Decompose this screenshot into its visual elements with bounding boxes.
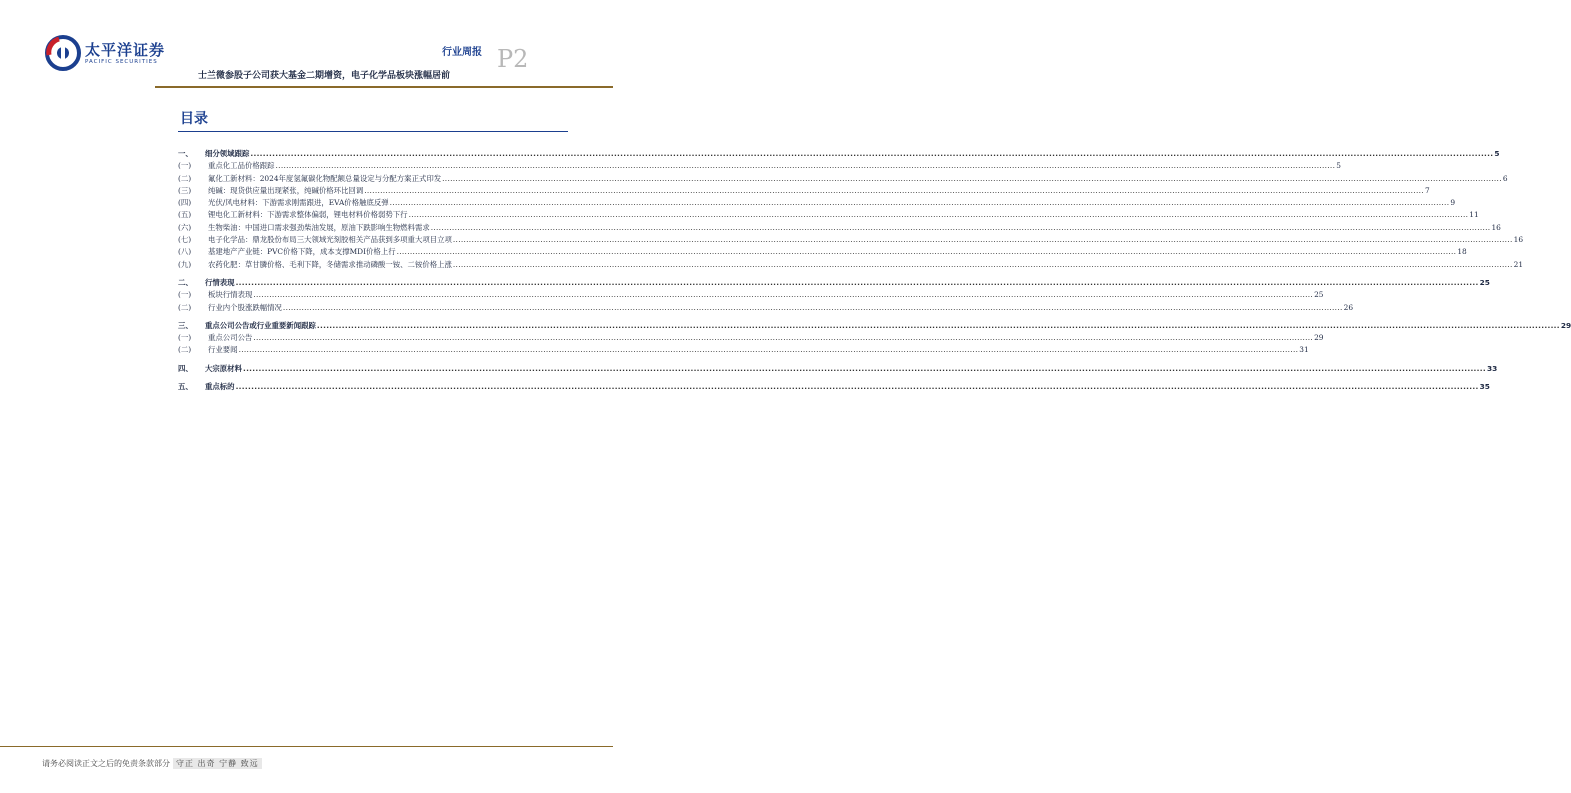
toc-entry-title: 重点化工品价格跟踪	[208, 161, 275, 171]
toc-subsection-entry[interactable]	[178, 209, 1479, 221]
toc-entry-title: 大宗原材料	[205, 363, 242, 373]
toc-entry-number: (一)	[178, 333, 192, 343]
toc-leader-dots: ................................................................................................................................................................................................................................................................................................................................................................................................................	[250, 149, 1494, 158]
toc-leader-dots: ................................................................................................................................................................................................................................................................................................................................................................................................................	[430, 222, 1491, 232]
toc-entry-number: (一)	[178, 161, 192, 171]
toc-entry-number: 一、	[178, 149, 193, 158]
toc-leader-dots: ................................................................................................................................................................................................................................................................................................................................................................................................................	[235, 277, 1479, 287]
toc-entry-number: (二)	[178, 302, 192, 312]
toc-entry-title: 重点标的	[205, 382, 235, 392]
disclaimer-text: 请务必阅读正文之后的免责条款部分	[42, 759, 170, 768]
toc-entry-title: 重点公司公告	[208, 333, 253, 343]
toc-entry-number: (六)	[178, 222, 192, 232]
toc-leader-dots: ................................................................................................................................................................................................................................................................................................................................................................................................................	[316, 320, 1560, 330]
toc-leader-dots: ................................................................................................................................................................................................................................................................................................................................................................................................................	[389, 198, 1450, 208]
toc-entry-page: 31	[1299, 345, 1309, 355]
toc-leader-dots: ................................................................................................................................................................................................................................................................................................................................................................................................................	[238, 345, 1299, 355]
toc-entry-number: (一)	[178, 290, 192, 300]
toc-entry-page: 11	[1469, 210, 1479, 220]
toc-subsection-entry[interactable]	[178, 173, 1508, 185]
toc-entry-page: 7	[1424, 185, 1430, 195]
toc-title: 目录	[180, 111, 208, 127]
page-number: P2	[497, 45, 529, 73]
toc-entry-page: 29	[1560, 320, 1571, 330]
toc-leader-dots: ................................................................................................................................................................................................................................................................................................................................................................................................................	[235, 382, 1479, 392]
header-divider	[155, 86, 613, 88]
toc-entry-title: 行情表现	[205, 277, 235, 287]
toc-subsection-entry[interactable]	[178, 234, 1524, 246]
toc-entry-title: 农药化肥：草甘膦价格、毛利下降，冬储需求推动磷酸一铵、二铵价格上涨	[208, 259, 452, 269]
toc-leader-dots: ................................................................................................................................................................................................................................................................................................................................................................................................................	[242, 363, 1486, 373]
toc-entry-number: (五)	[178, 210, 192, 220]
toc-entry-number: (八)	[178, 247, 192, 257]
toc-entry-number: 五、	[178, 382, 193, 392]
toc-entry-title: 电子化学品：鼎龙股份布局三大领域光刻胶相关产品获到多项重大项目立项	[208, 235, 452, 245]
toc-leader-dots: ................................................................................................................................................................................................................................................................................................................................................................................................................	[452, 259, 1513, 269]
toc-entry-number: (二)	[178, 345, 192, 355]
toc-subsection-entry[interactable]	[178, 197, 1456, 209]
toc-subsection-entry[interactable]	[178, 302, 1354, 314]
toc-section-entry[interactable]	[178, 320, 1571, 332]
toc-entry-page: 25	[1479, 277, 1490, 287]
toc-leader-dots: ................................................................................................................................................................................................................................................................................................................................................................................................................	[253, 290, 1314, 300]
toc-entry-page: 21	[1513, 259, 1524, 269]
toc-leader-dots: ................................................................................................................................................................................................................................................................................................................................................................................................................	[408, 210, 1469, 220]
toc-entry-title: 基建地产产业链：PVC价格下降，成本支撑MDI价格上行	[208, 247, 396, 257]
toc-entry-page: 35	[1479, 382, 1490, 392]
toc-subsection-entry[interactable]	[178, 222, 1501, 234]
toc-subsection-entry[interactable]	[178, 344, 1309, 356]
toc-entry-page: 6	[1502, 173, 1508, 183]
toc-subsection-entry[interactable]	[178, 289, 1324, 301]
footer-divider	[0, 746, 613, 747]
toc-subsection-entry[interactable]	[178, 246, 1467, 258]
toc-leader-dots: ................................................................................................................................................................................................................................................................................................................................................................................................................	[452, 235, 1513, 245]
toc-subsection-entry[interactable]	[178, 259, 1524, 271]
report-type-label: 行业周报	[442, 47, 482, 58]
company-logo	[45, 35, 165, 75]
footer	[42, 758, 262, 769]
pacific-securities-logo-icon	[45, 35, 81, 71]
toc-entry-title: 生物柴油：中国进口需求强劲柴油发展，原油下跌影响生物燃料需求	[208, 222, 430, 232]
toc-entry-title: 行业要闻	[208, 345, 238, 355]
toc-entry-page: 33	[1487, 363, 1498, 373]
toc-entry-number: (三)	[178, 185, 192, 195]
toc-entry-number: 四、	[178, 363, 193, 373]
toc-entry-title: 行业内个股涨跌幅情况	[208, 302, 282, 312]
logo-chinese-name: 太平洋证券	[85, 41, 166, 59]
toc-entry-number: (七)	[178, 235, 192, 245]
toc-entry-title: 重点公司公告或行业重要新闻跟踪	[205, 320, 316, 330]
toc-leader-dots: ................................................................................................................................................................................................................................................................................................................................................................................................................	[364, 185, 1424, 195]
toc-leader-dots: ................................................................................................................................................................................................................................................................................................................................................................................................................	[282, 302, 1343, 312]
toc-entry-number: (四)	[178, 198, 192, 208]
toc-entry-title: 光伏/风电材料：下游需求刚需跟进，EVA价格触底反弹	[208, 198, 389, 208]
toc-entry-number: 二、	[178, 277, 193, 287]
toc-entry-page: 9	[1450, 198, 1456, 208]
toc-entry-title: 细分领域跟踪	[205, 149, 250, 158]
toc-title-divider	[178, 131, 568, 132]
toc-entry-page: 5	[1336, 161, 1341, 171]
toc-section-entry[interactable]	[178, 381, 1490, 393]
toc-entry-title: 氟化工新材料：2024年度氢氟碳化物配额总量设定与分配方案正式印发	[208, 173, 442, 183]
toc-entry-number: (九)	[178, 259, 192, 269]
toc-entry-number: (二)	[178, 173, 192, 183]
toc-entry-title: 锂电化工新材料：下游需求整体偏弱，锂电材料价格弱势下行	[208, 210, 408, 220]
toc-section-entry[interactable]	[178, 363, 1498, 375]
toc-entry-title: 板块行情表现	[208, 290, 253, 300]
table-of-contents	[178, 148, 1571, 393]
logo-english-name: PACIFIC SECURITIES	[85, 59, 158, 65]
toc-leader-dots: ................................................................................................................................................................................................................................................................................................................................................................................................................	[442, 173, 1502, 183]
report-headline: 士兰微参股子公司获大基金二期增资，电子化学品板块涨幅居前	[198, 71, 451, 81]
toc-leader-dots: ................................................................................................................................................................................................................................................................................................................................................................................................................	[396, 247, 1457, 257]
toc-entry-page: 5	[1494, 149, 1500, 158]
toc-leader-dots: ................................................................................................................................................................................................................................................................................................................................................................................................................	[253, 333, 1314, 343]
toc-entry-page: 18	[1457, 247, 1467, 257]
toc-entry-title: 纯碱：现货供应量出现紧张，纯碱价格环比回调	[208, 185, 364, 195]
toc-entry-number: 三、	[178, 320, 193, 330]
toc-entry-page: 26	[1343, 302, 1354, 312]
toc-section-entry[interactable]	[178, 148, 1500, 160]
toc-leader-dots: ................................................................................................................................................................................................................................................................................................................................................................................................................	[275, 161, 1336, 171]
toc-entry-page: 29	[1314, 333, 1324, 343]
toc-subsection-entry[interactable]	[178, 160, 1341, 172]
toc-entry-page: 16	[1513, 235, 1524, 245]
toc-subsection-entry[interactable]	[178, 332, 1324, 344]
toc-entry-page: 25	[1314, 290, 1324, 300]
toc-section-entry[interactable]	[178, 277, 1490, 289]
toc-subsection-entry[interactable]	[178, 185, 1430, 197]
toc-entry-page: 16	[1491, 222, 1501, 232]
company-motto: 守正 出奇 宁静 致远	[173, 758, 262, 769]
